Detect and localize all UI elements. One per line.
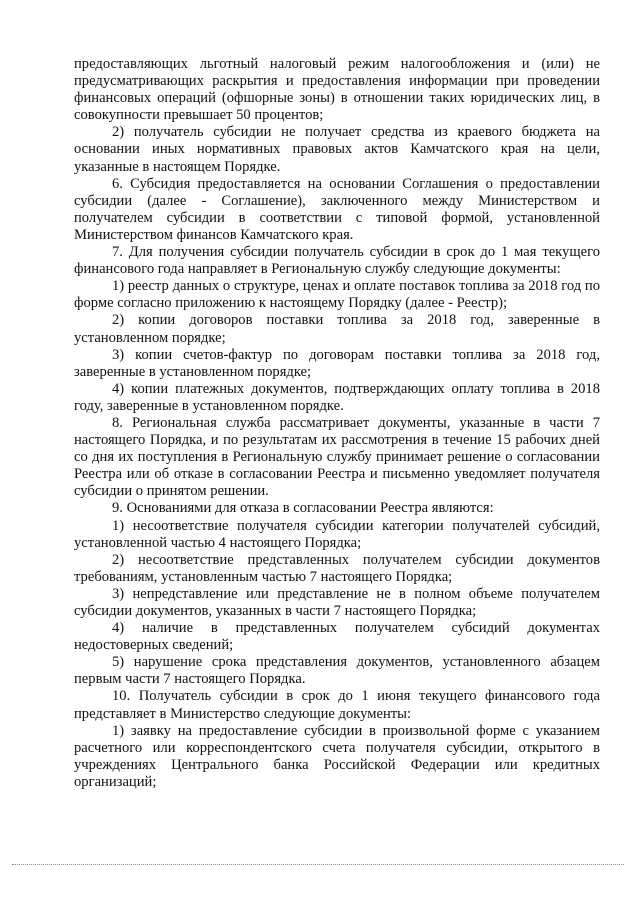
paragraph-section-9-item-1: 1) несоответствие получателя субсидии категории получателей субсидий, установленной частью 4 настоящего Порядка; (74, 517, 600, 551)
paragraph-section-10-item-1: 1) заявку на предоставление субсидии в произвольной форме с указанием расчетного или корреспондентского счета получателя субсидии, открытого в учреждениях Центрального банка Российской Федерации или кредитных организаций; (74, 722, 600, 790)
paragraph-item-2: 2) получатель субсидии не получает средства из краевого бюджета на основании иных нормативных правовых актов Камчатского края на цели, указанные в настоящем Порядке. (74, 124, 600, 175)
paragraph-section-7-item-2: 2) копии договоров поставки топлива за 2018 год, заверенные в установленном порядке; (74, 312, 600, 346)
paragraph-offshore-continuation: предоставляющих льготный налоговый режим налогообложения и (или) не предусматривающих раскрытия и предоставления информации при проведении финансовых операций (офшорные зоны) в отношении таких юридических лиц, в совокупности превышает 50 процентов; (74, 56, 600, 124)
paragraph-section-9-item-2: 2) несоответствие представленных получателем субсидии документов требованиям, установленным частью 7 настоящего Порядка; (74, 551, 600, 585)
paragraph-section-7-item-3: 3) копии счетов-фактур по договорам поставки топлива за 2018 год, заверенные в установленном порядке; (74, 346, 600, 380)
paragraph-section-6: 6. Субсидия предоставляется на основании Соглашения о предоставлении субсидии (далее - Соглашение), заключенного между Министерством и получателем субсидии в соответствии с типовой формой, установленной Министерством финансов Камчатского края. (74, 175, 600, 243)
paragraph-section-9-item-4: 4) наличие в представленных получателем субсидий документах недостоверных сведений; (74, 620, 600, 654)
paragraph-section-7: 7. Для получения субсидии получатель субсидии в срок до 1 мая текущего финансового года направляет в Региональную службу следующие документы: (74, 244, 600, 278)
paragraph-section-7-item-1: 1) реестр данных о структуре, ценах и оплате поставок топлива за 2018 год по форме согласно приложению к настоящему Порядку (далее - Реестр); (74, 278, 600, 312)
paragraph-section-9-item-3: 3) непредставление или представление не в полном объеме получателем субсидии документов, указанных в части 7 настоящего Порядка; (74, 585, 600, 619)
paragraph-section-7-item-4: 4) копии платежных документов, подтверждающих оплату топлива в 2018 году, заверенные в установленном порядке. (74, 380, 600, 414)
paragraph-section-10: 10. Получатель субсидии в срок до 1 июня текущего финансового года представляет в Министерство следующие документы: (74, 688, 600, 722)
document-page (74, 56, 600, 791)
footer-divider (12, 864, 624, 865)
paragraph-section-9: 9. Основаниями для отказа в согласовании Реестра являются: (112, 500, 494, 517)
paragraph-section-8: 8. Региональная служба рассматривает документы, указанные в части 7 настоящего Порядка, и по результатам их рассмотрения в течение 15 рабочих дней со дня их поступления в Региональную службу принимает решение о согласовании Реестра или об отказе в согласовании Реестра и письменно уведомляет получателя субсидии о принятом решении. (74, 414, 600, 500)
paragraph-section-9-item-5: 5) нарушение срока представления документов, установленного абзацем первым части 7 настоящего Порядка. (74, 654, 600, 688)
